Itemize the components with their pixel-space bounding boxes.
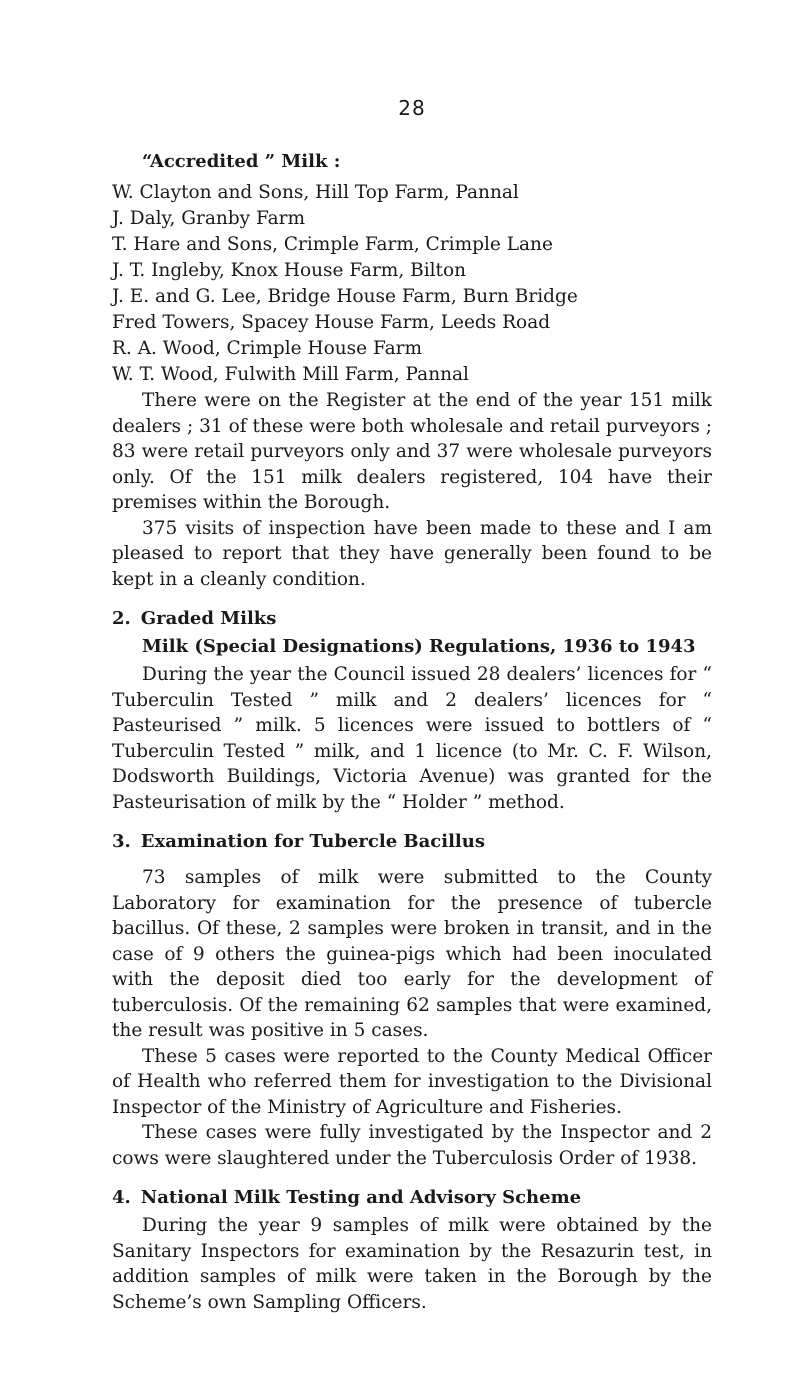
tubercle-paragraph: These 5 cases were reported to the County Medical Officer of Health who referred them for investigation to the Divisional Inspector of the Ministry of Agriculture and Fisheries. <box>112 1045 712 1118</box>
section-heading <box>112 606 712 632</box>
section-title: National Milk Testing and Advisory Scheme <box>140 1187 582 1208</box>
tubercle-paragraph: These cases were fully investigated by the Inspector and 2 cows were slaughtered under the Tuberculosis Order of 1938. <box>112 1122 712 1169</box>
accredited-heading: “Accredited ” Milk : <box>142 151 341 172</box>
page-number: 28 <box>398 96 426 120</box>
section-number: 3. <box>112 831 131 852</box>
section-number: 2. <box>112 608 131 629</box>
testing-scheme-paragraph: During the year 9 samples of milk were obtained by the Sanitary Inspectors for examination by the Resazurin test, in addition samples of milk were taken in the Borough by the Scheme’s own Sampling Officers. <box>112 1215 712 1313</box>
producer-item: W. T. Wood, Fulwith Mill Farm, Pannal <box>112 364 469 385</box>
section-title: Graded Milks <box>140 608 277 629</box>
section-number: 4. <box>112 1187 131 1208</box>
producer-item: R. A. Wood, Crimple House Farm <box>112 338 423 359</box>
section-heading <box>112 1185 712 1211</box>
tubercle-paragraph: 73 samples of milk were submitted to the County Laboratory for examination for the presence of tubercle bacillus. Of these, 2 samples were broken in transit, and in the case of 9 others the guinea-pigs which had been inoculated with the deposit died too early for the development of tuberculosis. Of the remaining 62 samples that were examined, the result was positive in 5 cases. <box>112 867 712 1041</box>
page-content <box>112 148 712 1315</box>
producer-item: W. Clayton and Sons, Hill Top Farm, Pannal <box>112 182 519 203</box>
graded-milks-paragraph: During the year the Council issued 28 dealers’ licences for “ Tuberculin Tested ” milk and 2 dealers’ licences for “ Pasteurised ” milk. 5 licences were issued to bottlers of “ Tuberculin Tested ” milk, and 1 licence (to Mr. C. F. Wilson, Dodsworth Buildings, Victoria Avenue) was granted for the Pasteurisation of milk by the “ Holder ” method. <box>112 664 712 813</box>
section-title: Examination for Tubercle Bacillus <box>140 831 485 852</box>
section-subtitle: Milk (Special Designations) Regulations, 1936 to 1943 <box>142 636 696 657</box>
section-heading <box>112 829 712 855</box>
producer-item: Fred Towers, Spacey House Farm, Leeds Road <box>112 312 551 333</box>
producer-item: J. E. and G. Lee, Bridge House Farm, Burn Bridge <box>112 286 578 307</box>
register-paragraph: There were on the Register at the end of the year 151 milk dealers ; 31 of these were both wholesale and retail purveyors ; 83 were retail purveyors only and 37 were wholesale purveyors only. Of the 151 milk dealers registered, 104 have their premises within the Borough. <box>112 390 712 513</box>
producer-item: J. T. Ingleby, Knox House Farm, Bilton <box>112 260 467 281</box>
producer-list <box>112 180 712 388</box>
producer-item: J. Daly, Granby Farm <box>112 208 306 229</box>
producer-item: T. Hare and Sons, Crimple Farm, Crimple Lane <box>112 234 553 255</box>
inspection-paragraph: 375 visits of inspection have been made to these and I am pleased to report that they have generally been found to be kept in a cleanly condition. <box>112 517 712 590</box>
